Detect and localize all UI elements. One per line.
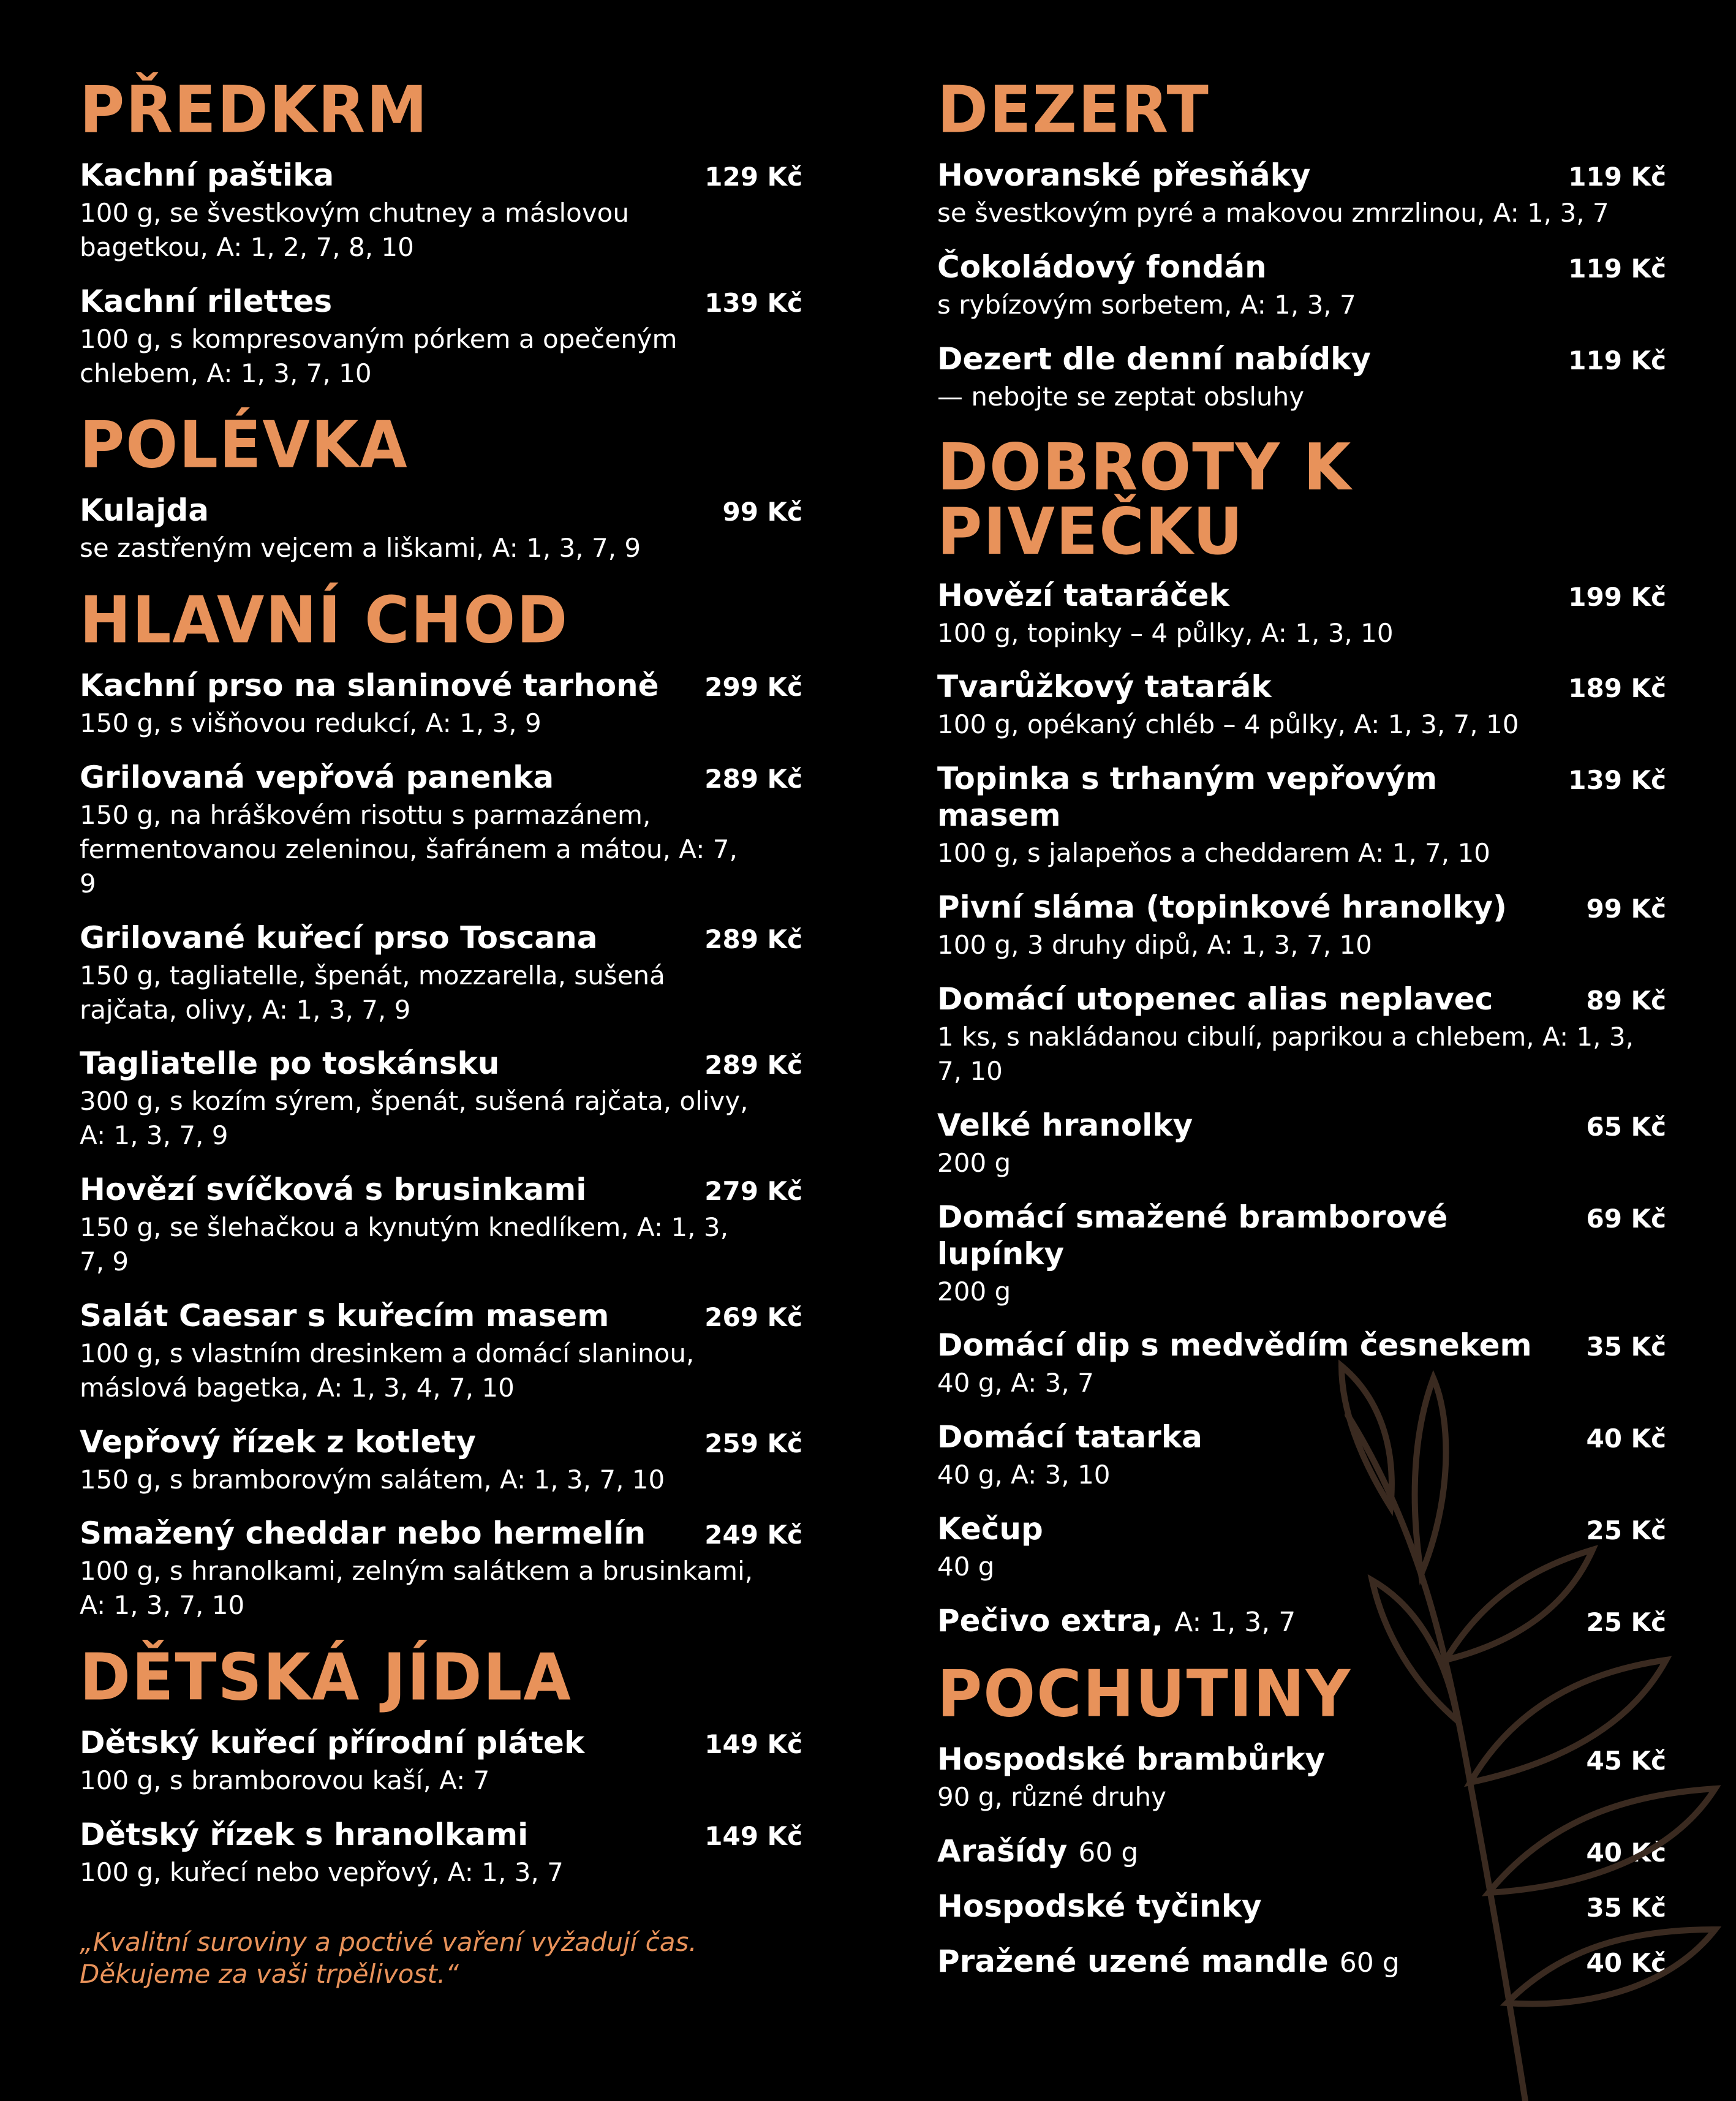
- menu-item: [80, 157, 802, 265]
- item-name: [80, 1424, 476, 1460]
- section-title: PŘEDKRM: [80, 72, 429, 148]
- item-description: 40 g: [937, 1552, 995, 1582]
- item-name: [937, 577, 1229, 614]
- item-name-text: Vepřový řízek z kotlety: [80, 1424, 476, 1460]
- menu-item: [80, 919, 802, 1027]
- menu-item-row: [80, 1724, 802, 1761]
- item-description: 100 g, s jalapeňos a cheddarem A: 1, 7, 10: [937, 838, 1490, 869]
- item-description: 100 g, kuřecí nebo vepřový, A: 1, 3, 7: [80, 1857, 564, 1888]
- item-name: [937, 1888, 1262, 1925]
- leaf-branch-icon: [1323, 1341, 1736, 2101]
- menu-item: [937, 889, 1666, 962]
- item-description: se zastřeným vejcem a liškami, A: 1, 3, 7, 9: [80, 533, 641, 564]
- item-description: 100 g, topinky – 4 půlky, A: 1, 3, 10: [937, 617, 1394, 648]
- section-title: DEZERT: [937, 72, 1210, 148]
- item-name-text: Grilované kuřecí prso Toscana: [80, 919, 598, 956]
- item-name: [80, 667, 659, 704]
- quote-line: Děkujeme za vaši trpělivost.“: [80, 1959, 459, 1990]
- quote-line: „Kvalitní suroviny a poctivé vaření vyžadují čas.: [80, 1926, 697, 1957]
- item-description: 40 g, A: 3, 7: [937, 1368, 1094, 1398]
- item-description: 1 ks, s nakládanou cibulí, paprikou a chlebem, A: 1, 3, 7, 10: [937, 1022, 1634, 1086]
- item-price: 99 Kč: [722, 497, 802, 527]
- item-name: [937, 668, 1272, 705]
- item-description: 100 g, s vlastním dresinkem a domácí slaninou, máslová bagetka, A: 1, 3, 4, 7, 10: [80, 1338, 695, 1403]
- item-name: [937, 1602, 1296, 1639]
- item-name: [80, 283, 332, 320]
- menu-section: [80, 1640, 802, 1890]
- item-name: [80, 919, 597, 956]
- item-name: [937, 249, 1267, 285]
- menu-item: [937, 981, 1666, 1088]
- item-name: [937, 1419, 1202, 1455]
- item-price: 40 Kč: [1586, 1837, 1666, 1868]
- menu-item: [937, 1199, 1666, 1309]
- item-name: [937, 1107, 1193, 1144]
- item-name: [937, 760, 1556, 834]
- menu-item-row: [937, 668, 1666, 705]
- item-name: [80, 1045, 499, 1082]
- item-name-text: Dezert dle denní nabídky: [937, 341, 1371, 377]
- menu-item-row: [937, 341, 1666, 377]
- item-name-text: Smažený cheddar nebo hermelín: [80, 1515, 646, 1552]
- item-name-text: Hovězí tataráček: [937, 577, 1229, 613]
- menu-item-row: [80, 1515, 802, 1552]
- item-price: 99 Kč: [1586, 894, 1666, 924]
- item-description: 100 g, se švestkovým chutney a máslovou bagetkou, A: 1, 2, 7, 8, 10: [80, 198, 629, 262]
- item-name-text: Čokoládový fondán: [937, 249, 1267, 285]
- item-name-text: Domácí dip s medvědím česnekem: [937, 1327, 1532, 1364]
- item-name-text: Tagliatelle po toskánsku: [80, 1046, 500, 1082]
- item-name-text: Pivní sláma (topinkové hranolky): [937, 889, 1507, 926]
- item-description: 200 g: [937, 1276, 1011, 1307]
- item-price: 40 Kč: [1586, 1424, 1666, 1454]
- item-description: — nebojte se zeptat obsluhy: [937, 381, 1305, 412]
- item-name: [937, 1741, 1325, 1778]
- item-price: 289 Kč: [704, 1050, 802, 1081]
- item-name-text: Arašídy: [937, 1833, 1068, 1869]
- item-price: 129 Kč: [704, 162, 802, 192]
- item-name-text: Dětský řízek s hranolkami: [80, 1817, 529, 1853]
- menu-item: [937, 341, 1666, 414]
- left-column: [80, 72, 802, 1991]
- item-price: 35 Kč: [1586, 1892, 1666, 1923]
- menu-item: [80, 1424, 802, 1497]
- item-price: 289 Kč: [704, 764, 802, 794]
- item-name: [80, 1816, 528, 1853]
- menu-item-row: [80, 1816, 802, 1853]
- menu-item-row: [80, 1297, 802, 1334]
- item-note: 60 g: [1078, 1836, 1139, 1868]
- item-price: 69 Kč: [1586, 1203, 1666, 1234]
- item-name-text: Tvarůžkový tatarák: [937, 669, 1272, 705]
- item-name: [80, 1515, 646, 1552]
- item-name: [937, 157, 1310, 194]
- item-name-text: Salát Caesar s kuřecím masem: [80, 1297, 609, 1333]
- item-description: 150 g, tagliatelle, špenát, mozzarella, sušená rajčata, olivy, A: 1, 3, 7, 9: [80, 960, 665, 1025]
- menu-item-row: [937, 981, 1666, 1017]
- section-title: POLÉVKA: [80, 407, 409, 483]
- item-price: 149 Kč: [704, 1729, 802, 1760]
- menu-item: [937, 249, 1666, 322]
- item-price: 199 Kč: [1568, 581, 1666, 612]
- item-name: [80, 492, 209, 529]
- item-description: 150 g, na hráškovém risottu s parmazánem, fermentovanou zeleninou, šafránem a mátou, A: 7, 9: [80, 800, 738, 899]
- item-price: 119 Kč: [1568, 345, 1666, 375]
- item-price: 65 Kč: [1586, 1111, 1666, 1142]
- menu-item-row: [937, 157, 1666, 194]
- item-name-text: Domácí tatarka: [937, 1419, 1202, 1455]
- item-name: [937, 1199, 1574, 1272]
- item-price: 25 Kč: [1586, 1515, 1666, 1546]
- item-price: 139 Kč: [1568, 765, 1666, 796]
- menu-item-row: [937, 1107, 1666, 1144]
- item-price: 189 Kč: [1568, 673, 1666, 704]
- item-description: 100 g, s kompresovaným pórkem a opečeným chlebem, A: 1, 3, 7, 10: [80, 323, 677, 388]
- menu-item-row: [80, 759, 802, 796]
- item-price: 149 Kč: [704, 1821, 802, 1852]
- item-name-text: Kachní rilettes: [80, 283, 333, 319]
- item-name: [80, 1724, 584, 1761]
- item-name-text: Kachní prso na slaninové tarhoně: [80, 668, 659, 704]
- item-note: A: 1, 3, 7: [1174, 1607, 1296, 1639]
- item-note: 60 g: [1339, 1947, 1400, 1978]
- item-name-text: Hospodské brambůrky: [937, 1741, 1326, 1778]
- item-name: [937, 1511, 1043, 1547]
- menu-item: [80, 1724, 802, 1798]
- menu-item-row: [80, 157, 802, 194]
- menu-item: [937, 668, 1666, 742]
- menu-item: [937, 157, 1666, 230]
- item-name: [937, 889, 1507, 926]
- item-name: [80, 157, 334, 194]
- menu-item: [80, 492, 802, 565]
- menu-section: [80, 407, 802, 565]
- item-description: 90 g, různé druhy: [937, 1782, 1166, 1812]
- item-description: 300 g, s kozím sýrem, špenát, sušená rajčata, olivy, A: 1, 3, 7, 9: [80, 1086, 749, 1151]
- item-description: 100 g, opékaný chléb – 4 půlky, A: 1, 3, 7, 10: [937, 709, 1519, 740]
- item-description: 200 g: [937, 1147, 1011, 1178]
- item-name: [937, 341, 1371, 377]
- item-price: 279 Kč: [704, 1176, 802, 1207]
- menu-item: [80, 1515, 802, 1623]
- item-name-text: Domácí smažené bramborové lupínky: [937, 1199, 1448, 1272]
- item-price: 119 Kč: [1568, 162, 1666, 192]
- item-description: 100 g, s bramborovou kaší, A: 7: [80, 1765, 490, 1796]
- item-price: 139 Kč: [704, 287, 802, 318]
- menu-item-row: [937, 249, 1666, 285]
- menu-section: [80, 72, 802, 390]
- menu-item-row: [937, 1199, 1666, 1272]
- item-name-text: Hospodské tyčinky: [937, 1888, 1262, 1924]
- item-price: 259 Kč: [704, 1428, 802, 1458]
- item-name-text: Velké hranolky: [937, 1107, 1193, 1143]
- menu-section: [937, 72, 1666, 414]
- menu-item-row: [937, 760, 1666, 834]
- item-description: 100 g, s hranolkami, zelným salátkem a brusinkami, A: 1, 3, 7, 10: [80, 1556, 753, 1621]
- item-name-text: Pražené uzené mandle: [937, 1943, 1329, 1979]
- item-description: 40 g, A: 3, 10: [937, 1460, 1111, 1490]
- menu-item-row: [80, 919, 802, 956]
- item-name-text: Hovězí svíčková s brusinkami: [80, 1172, 587, 1208]
- menu-item-row: [937, 889, 1666, 926]
- menu-item-row: [937, 577, 1666, 614]
- item-description: 100 g, 3 druhy dipů, A: 1, 3, 7, 10: [937, 930, 1372, 960]
- item-price: 35 Kč: [1586, 1332, 1666, 1362]
- item-name: [80, 1297, 609, 1334]
- item-price: 299 Kč: [704, 672, 802, 703]
- item-description: s rybízovým sorbetem, A: 1, 3, 7: [937, 289, 1356, 320]
- item-name-text: Kečup: [937, 1511, 1043, 1547]
- item-name-text: Dětský kuřecí přírodní plátek: [80, 1725, 585, 1761]
- item-price: 269 Kč: [704, 1302, 802, 1332]
- menu-item-row: [80, 667, 802, 704]
- item-name-text: Grilovaná vepřová panenka: [80, 760, 554, 796]
- item-name-text: Domácí utopenec alias neplavec: [937, 981, 1493, 1017]
- item-price: 289 Kč: [704, 924, 802, 954]
- section-title: DĚTSKÁ JÍDLA: [80, 1640, 572, 1716]
- menu-section: [80, 583, 802, 1623]
- item-description: 150 g, se šlehačkou a kynutým knedlíkem, A: 1, 3, 7, 9: [80, 1212, 728, 1277]
- menu-item-row: [80, 1045, 802, 1082]
- item-name: [80, 1171, 586, 1208]
- section-title: HLAVNÍ CHOD: [80, 583, 569, 658]
- menu-item-row: [80, 1171, 802, 1208]
- item-price: 25 Kč: [1586, 1607, 1666, 1638]
- menu-item: [80, 1045, 802, 1153]
- item-name-text: Hovoranské přesňáky: [937, 157, 1311, 193]
- section-title: POCHUTINY: [937, 1656, 1352, 1732]
- menu-item: [937, 760, 1666, 870]
- item-name: [937, 981, 1493, 1017]
- menu-item: [80, 667, 802, 741]
- menu-item-row: [80, 492, 802, 529]
- item-price: 89 Kč: [1586, 986, 1666, 1016]
- menu-item: [80, 1171, 802, 1279]
- item-description: se švestkovým pyré a makovou zmrzlinou, A: 1, 3, 7: [937, 198, 1609, 228]
- menu-item: [80, 283, 802, 391]
- item-name: [937, 1833, 1138, 1869]
- item-price: 40 Kč: [1586, 1947, 1666, 1978]
- menu-item: [937, 577, 1666, 651]
- item-name: [80, 759, 554, 796]
- section-title: DOBROTY K PIVEČKU: [937, 429, 1353, 569]
- footer-quote: [80, 1926, 802, 1991]
- menu-item-row: [80, 283, 802, 320]
- menu-item-row: [80, 1424, 802, 1460]
- item-name-text: Kachní paštika: [80, 157, 334, 193]
- item-description: 150 g, s višňovou redukcí, A: 1, 3, 9: [80, 708, 542, 739]
- item-price: 45 Kč: [1586, 1746, 1666, 1776]
- item-price: 249 Kč: [704, 1520, 802, 1550]
- item-name-text: Kulajda: [80, 492, 209, 529]
- menu-item: [937, 1107, 1666, 1180]
- menu-item: [80, 759, 802, 901]
- item-name-text: Pečivo extra,: [937, 1603, 1164, 1639]
- item-price: 119 Kč: [1568, 253, 1666, 284]
- item-description: 150 g, s bramborovým salátem, A: 1, 3, 7, 10: [80, 1464, 665, 1495]
- item-name-text: Topinka s trhaným vepřovým masem: [937, 761, 1438, 834]
- menu-item: [80, 1816, 802, 1890]
- menu-item: [80, 1297, 802, 1405]
